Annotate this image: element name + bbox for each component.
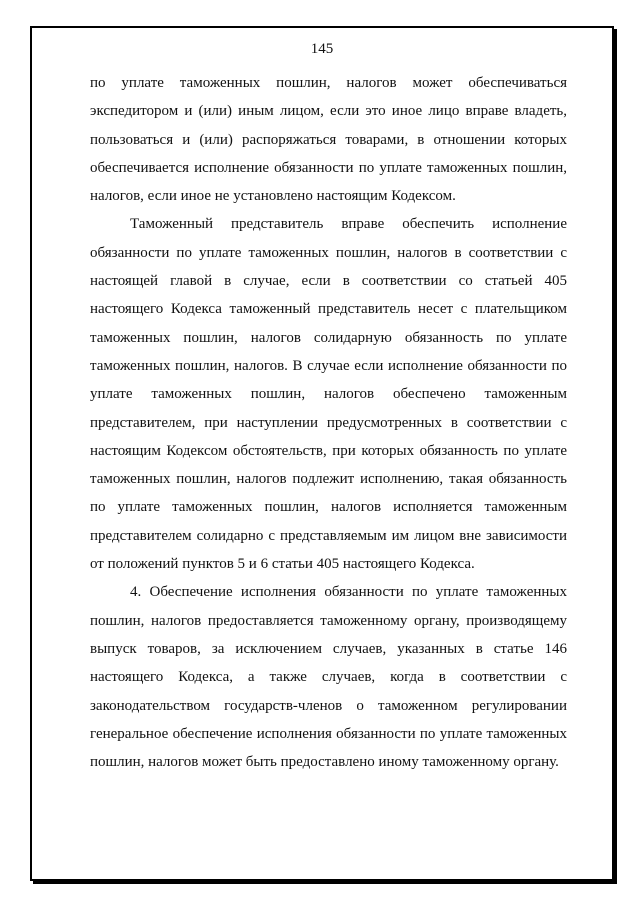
paragraph-continuation: по уплате таможенных пошлин, налогов может обеспечиваться экспедитором и (или) иным лицом, если это иное лицо вправе владеть, пользоваться и (или) распоряжаться товарами, в отношении которых обеспечивается исполнение обязанности по уплате таможенных пошлин, налогов, если иное не установлено настоящим Кодексом. <box>90 75 567 205</box>
page-frame <box>30 26 614 881</box>
document-body <box>90 69 567 776</box>
paragraph-customs-representative: Таможенный представитель вправе обеспечить исполнение обязанности по уплате таможенных пошлин, налогов в соответствии с настоящей главой в случае, если в соответствии со статьей 405 настоящего Кодекса таможенный представитель несет с плательщиком таможенных пошлин, налогов солидарную обязанность по уплате таможенных пошлин, налогов. В случае если исполнение обязанности по уплате таможенных пошлин, налогов обеспечено таможенным представителем, при наступлении предусмотренных в соответствии с настоящим Кодексом обстоятельств, при которых обязанность по уплате таможенных пошлин, налогов подлежит исполнению, такая обязанность по уплате таможенных пошлин, налогов исполняется таможенным представителем солидарно с представляемым им лицом вне зависимости от положений пунктов 5 и 6 статьи 405 настоящего Кодекса. <box>90 216 567 573</box>
page-number: 145 <box>310 41 334 57</box>
paragraph-item-4: 4. Обеспечение исполнения обязанности по уплате таможенных пошлин, налогов предоставляется таможенному органу, производящему выпуск товаров, за исключением случаев, указанных в статье 146 настоящего Кодекса, а также случаев, когда в соответствии с законодательством государств-членов о таможенном регулировании генеральное обеспечение исполнения обязанности по уплате таможенных пошлин, налогов может быть предоставлено иному таможенному органу. <box>90 584 567 771</box>
